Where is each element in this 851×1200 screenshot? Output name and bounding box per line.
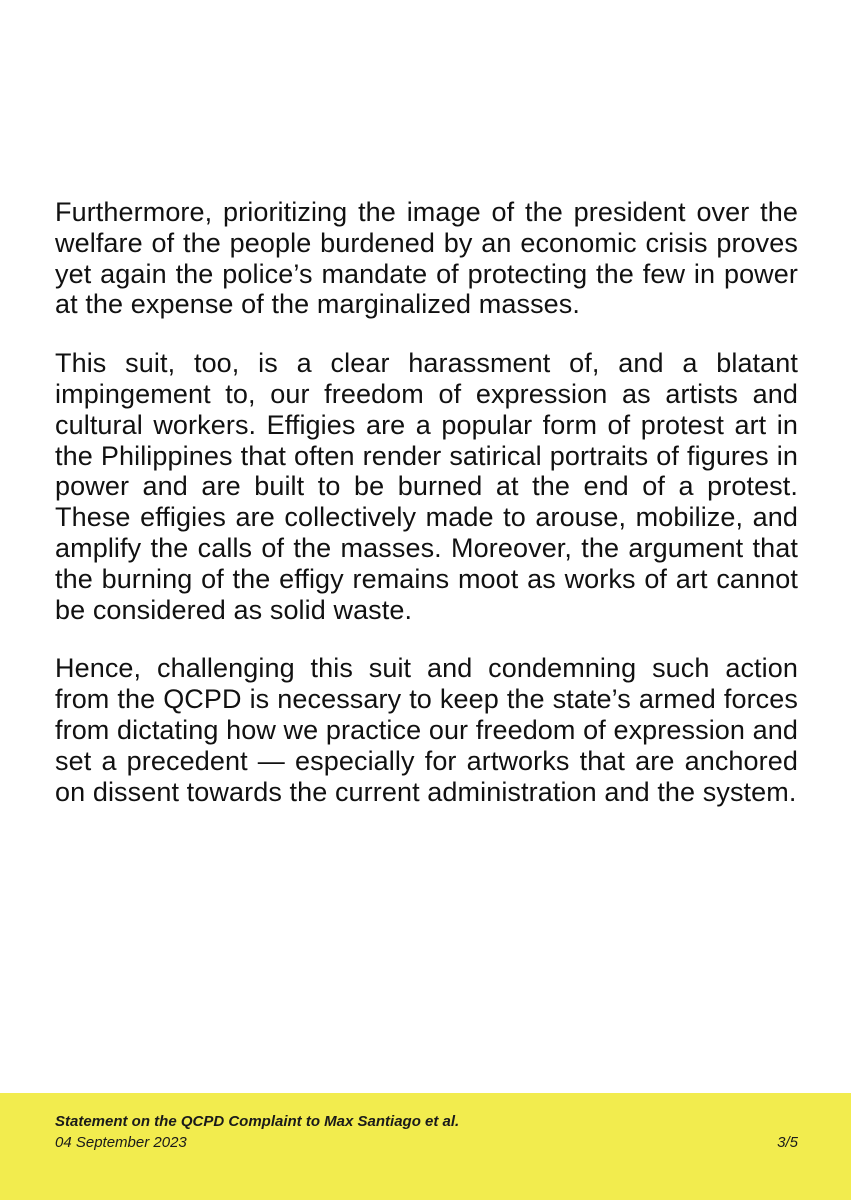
- footer-title: Statement on the QCPD Complaint to Max Santiago et al.: [55, 1113, 460, 1130]
- page-number: 3/5: [777, 1134, 798, 1151]
- footer-date: 04 September 2023: [55, 1134, 187, 1151]
- paragraph-3: Hence, challenging this suit and condemning such action from the QCPD is necessary to keep the state’s armed forces from dictating how we practice our freedom of expression and set a precedent — especially for artworks that are anchored on dissent towards the current administration and the system.: [55, 653, 798, 807]
- statement-body: [55, 197, 798, 835]
- paragraph-2: This suit, too, is a clear harassment of, and a blatant impingement to, our freedom of expression as artists and cultural workers. Effigies are a popular form of protest art in the Philippines that often render satirical portraits of figures in power and are built to be burned at the end of a protest. These effigies are collectively made to arouse, mobilize, and amplify the calls of the masses. Moreover, the argument that the burning of the effigy remains moot as works of art cannot be considered as solid waste.: [55, 348, 798, 625]
- page-footer: [0, 1093, 851, 1200]
- paragraph-1: Furthermore, prioritizing the image of the president over the welfare of the people burdened by an economic crisis proves yet again the police’s mandate of protecting the few in power at the expense of the marginalized masses.: [55, 197, 798, 320]
